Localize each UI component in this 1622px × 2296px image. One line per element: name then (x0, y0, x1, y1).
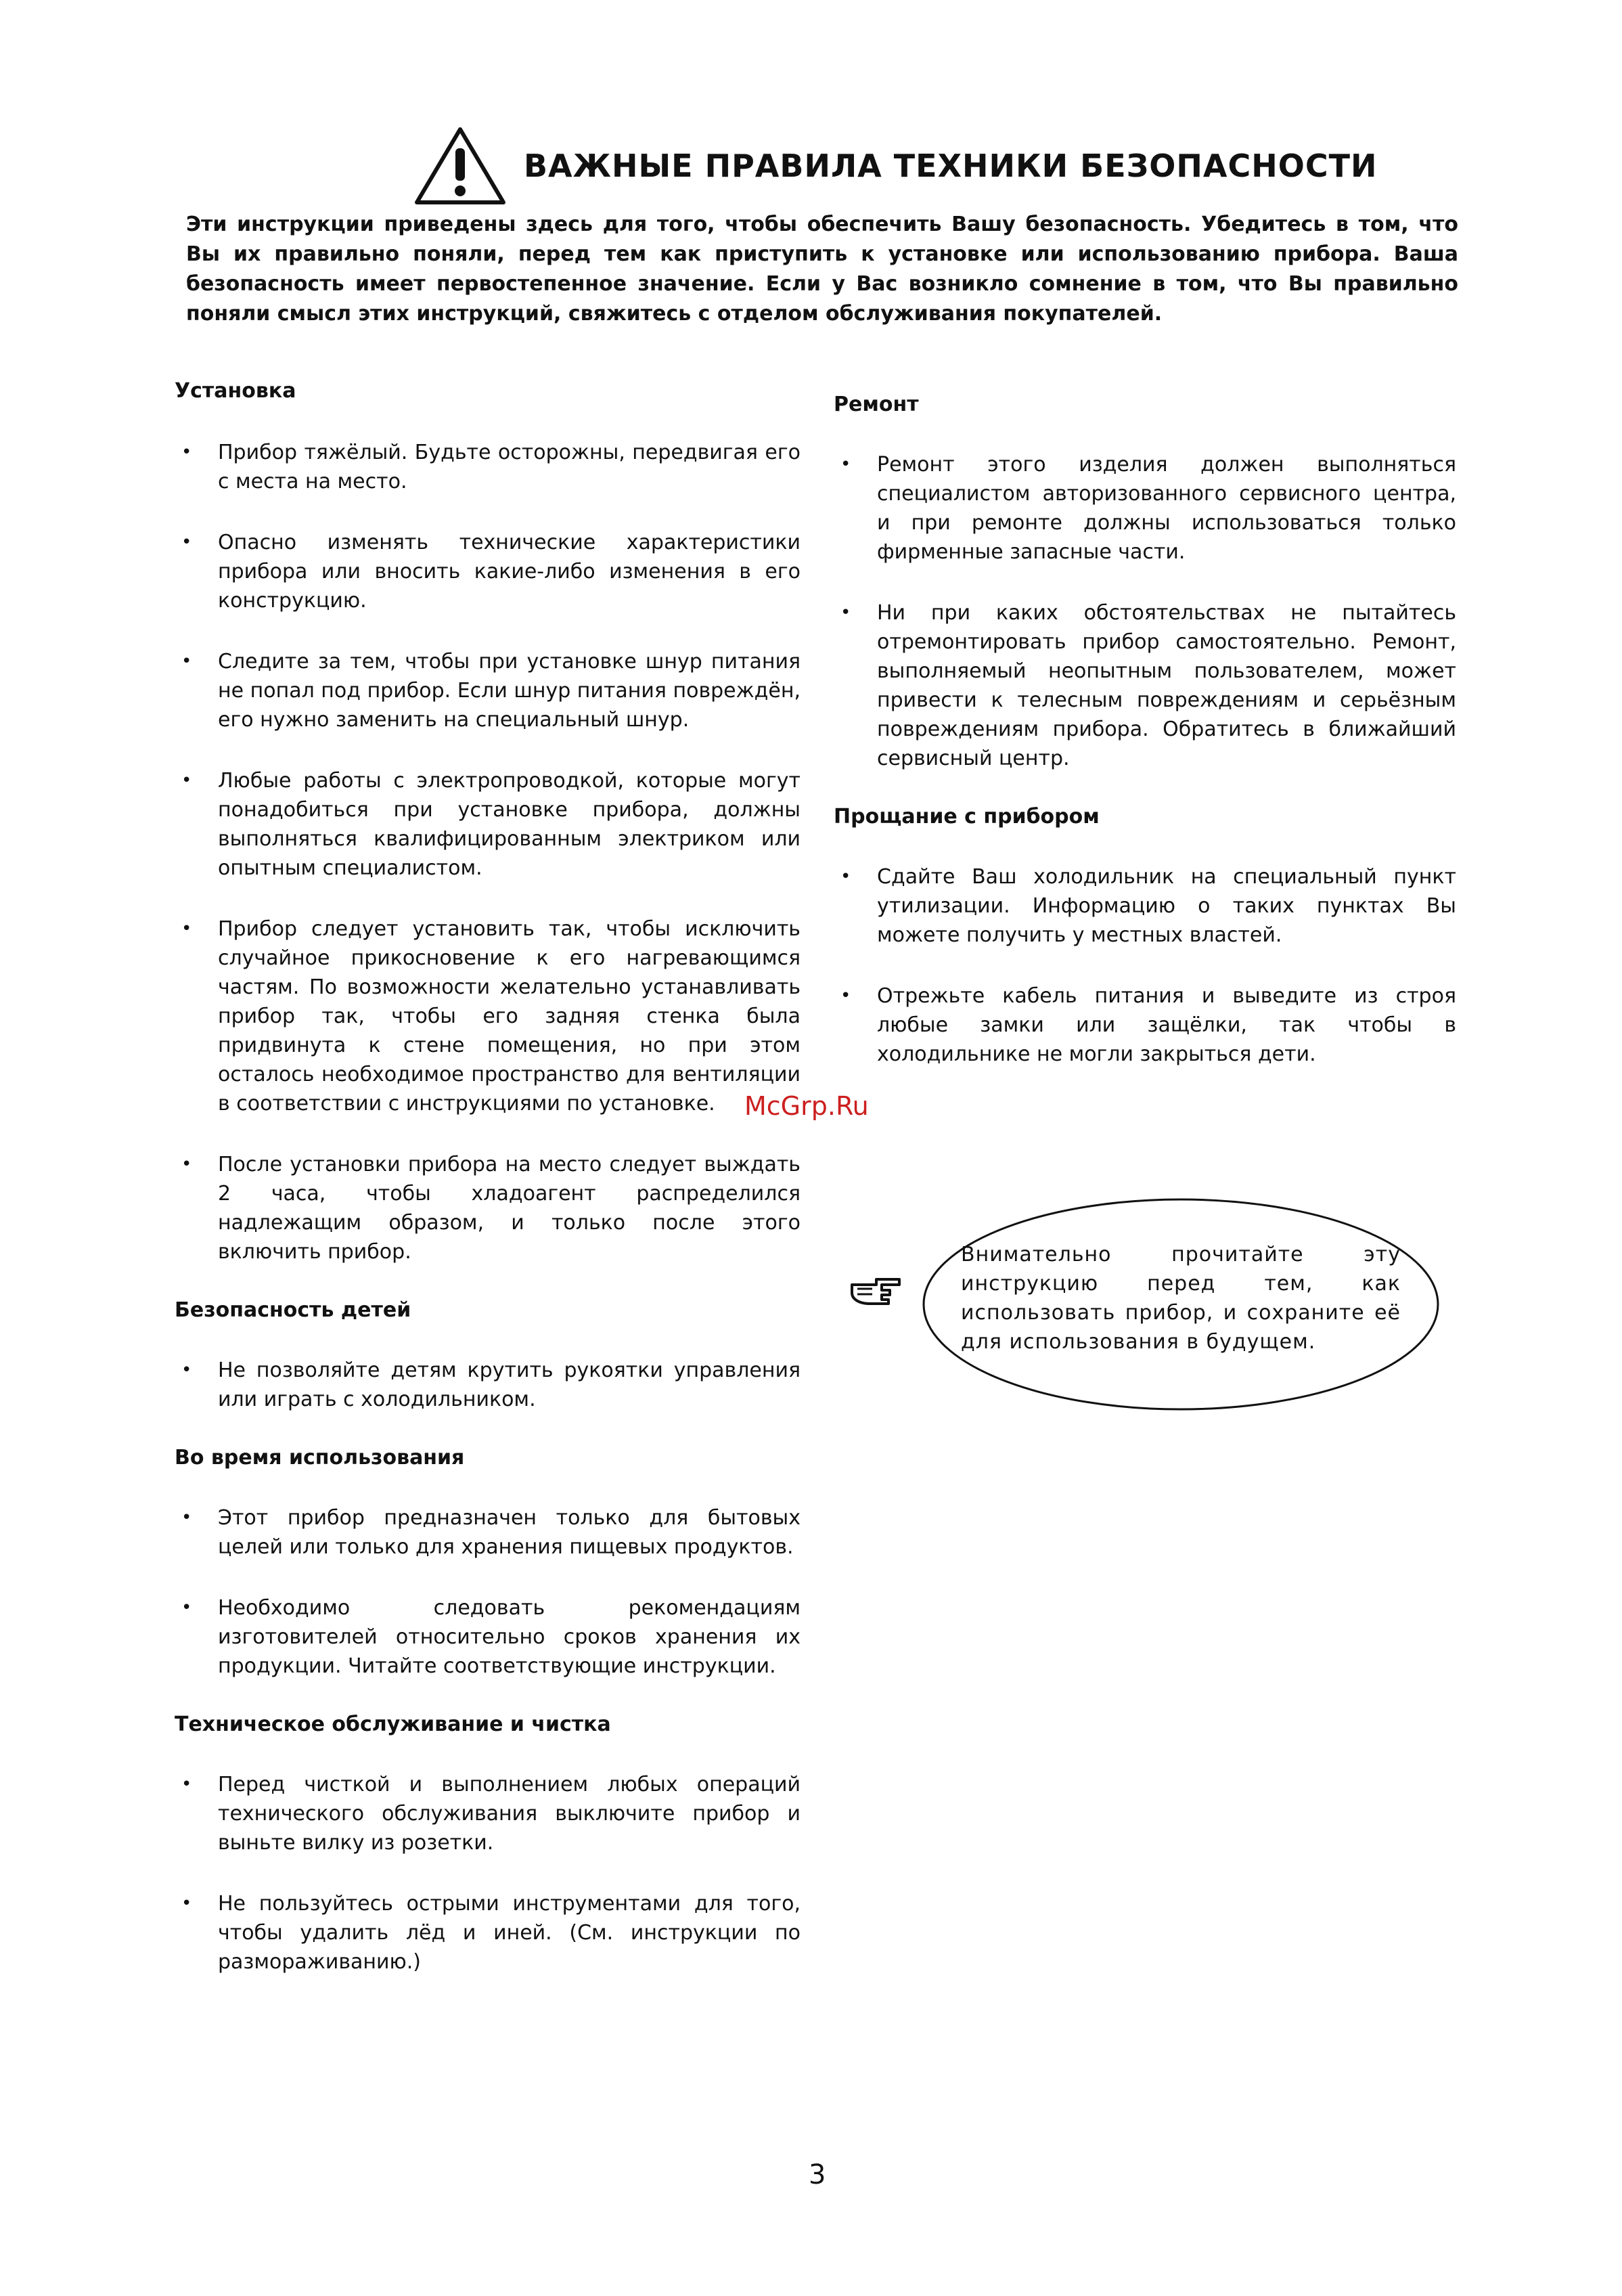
left-column (175, 379, 801, 2008)
bullet-icon: • (181, 1360, 192, 1380)
list-item: • Отрежьте кабель питания и выведите из строя любые замки или защёлки, так чтобы в холодильнике не могли закрыться дети. (834, 981, 1456, 1069)
section-heading: Прощание с прибором (834, 805, 1100, 829)
note-text: Внимательно прочитайте эту инструкцию перед тем, как использовать прибор, и сохраните её для использования в будущем. (961, 1243, 1401, 1354)
list-item: • Ни при каких обстоятельствах не пытайтесь отремонтировать прибор самостоятельно. Ремонт, выполняемый неопытным пользователем, может привести к телесным повреждениям и серьёзным повреждениям прибора. Обратитесь в ближайший сервисный центр. (834, 598, 1456, 773)
warning-triangle-icon (413, 125, 508, 206)
list-item: • Не пользуйтесь острыми инструментами для того, чтобы удалить лёд и иней. (См. инструкции по размораживанию.) (175, 1889, 801, 1977)
note-callout (917, 1193, 1445, 1416)
installation-list (175, 438, 801, 1266)
right-column (834, 393, 1456, 1101)
title-row (413, 125, 1378, 206)
page-number: 3 (809, 2159, 826, 2190)
disposal-list (834, 862, 1456, 1069)
usage-list (175, 1503, 801, 1681)
bullet-icon: • (181, 1774, 192, 1794)
bullet-icon: • (181, 442, 192, 462)
list-item: • Прибор тяжёлый. Будьте осторожны, передвигая его с места на место. (175, 438, 801, 496)
pointing-hand-icon (849, 1273, 903, 1310)
section-heading: Техническое обслуживание и чистка (175, 1713, 611, 1736)
list-item: • Перед чисткой и выполнением любых операций технического обслуживания выключите прибор и выньте вилку из розетки. (175, 1770, 801, 1857)
list-item: • Необходимо следовать рекомендациям изготовителей относительно сроков хранения их продукции. Читайте соответствующие инструкции. (175, 1593, 801, 1681)
list-item: • Сдайте Ваш холодильник на специальный пункт утилизации. Информацию о таких пунктах Вы можете получить у местных властей. (834, 862, 1456, 950)
watermark: McGrp.Ru (744, 1091, 869, 1121)
bullet-icon: • (840, 866, 851, 887)
intro-paragraph: Эти инструкции приведены здесь для того, чтобы обеспечить Вашу безопасность. Убедитесь в том, что Вы их правильно поняли, перед тем как приступить к установке или использованию прибора. Ваша безопасность имеет первостепенное значение. Если у Вас возникло сомнение в том, что Вы правильно поняли смысл этих инструкций, свяжитесь с отделом обслуживания покупателей. (186, 213, 1458, 326)
bullet-icon: • (181, 1507, 192, 1528)
list-item: • Опасно изменять технические характеристики прибора или вносить какие-либо изменения в его конструкцию. (175, 528, 801, 615)
list-item: • Следите за тем, чтобы при установке шнур питания не попал под прибор. Если шнур питания повреждён, его нужно заменить на специальный шнур. (175, 647, 801, 734)
list-item: • Любые работы с электропроводкой, которые могут понадобиться при установке прибора, должны выполняться квалифицированным электриком или опытным специалистом. (175, 766, 801, 883)
section-disposal (834, 805, 1456, 1069)
section-heading: Ремонт (834, 393, 919, 416)
bullet-icon: • (181, 770, 192, 791)
bullet-icon: • (181, 919, 192, 939)
section-heading: Установка (175, 379, 296, 403)
repair-list (834, 450, 1456, 773)
list-item: • После установки прибора на место следует выждать 2 часа, чтобы хладоагент распределился надлежащим образом, и только после этого включить прибор. (175, 1150, 801, 1266)
list-item: • Этот прибор предназначен только для бытовых целей или только для хранения пищевых продуктов. (175, 1503, 801, 1562)
bullet-icon: • (181, 532, 192, 552)
bullet-icon: • (181, 1154, 192, 1174)
bullet-icon: • (181, 651, 192, 671)
page-title: ВАЖНЫЕ ПРАВИЛА ТЕХНИКИ БЕЗОПАСНОСТИ (524, 148, 1378, 184)
section-repair (834, 393, 1456, 773)
bullet-icon: • (840, 986, 851, 1006)
bullet-icon: • (840, 454, 851, 474)
list-item: • Не позволяйте детям крутить рукоятки управления или играть с холодильником. (175, 1356, 801, 1414)
list-item: • Ремонт этого изделия должен выполняться специалистом авторизованного сервисного центра, и при ремонте должны использоваться только фирменные запасные части. (834, 450, 1456, 567)
section-child-safety (175, 1298, 801, 1414)
bullet-icon: • (840, 602, 851, 623)
bullet-icon: • (181, 1893, 192, 1914)
section-heading: Безопасность детей (175, 1298, 411, 1322)
section-installation (175, 379, 801, 1266)
maintenance-list (175, 1770, 801, 1977)
section-maintenance (175, 1713, 801, 1977)
section-heading: Во время использования (175, 1446, 465, 1470)
bullet-icon: • (181, 1597, 192, 1618)
list-item: • Прибор следует установить так, чтобы исключить случайное прикосновение к его нагревающимся частям. По возможности желательно устанавливать прибор так, чтобы его задняя стенка была придвинута к стене помещения, но при этом осталось необходимое пространство для вентиляции в соответствии с инструкциями по установке. (175, 914, 801, 1118)
child-safety-list (175, 1356, 801, 1414)
section-usage (175, 1446, 801, 1681)
